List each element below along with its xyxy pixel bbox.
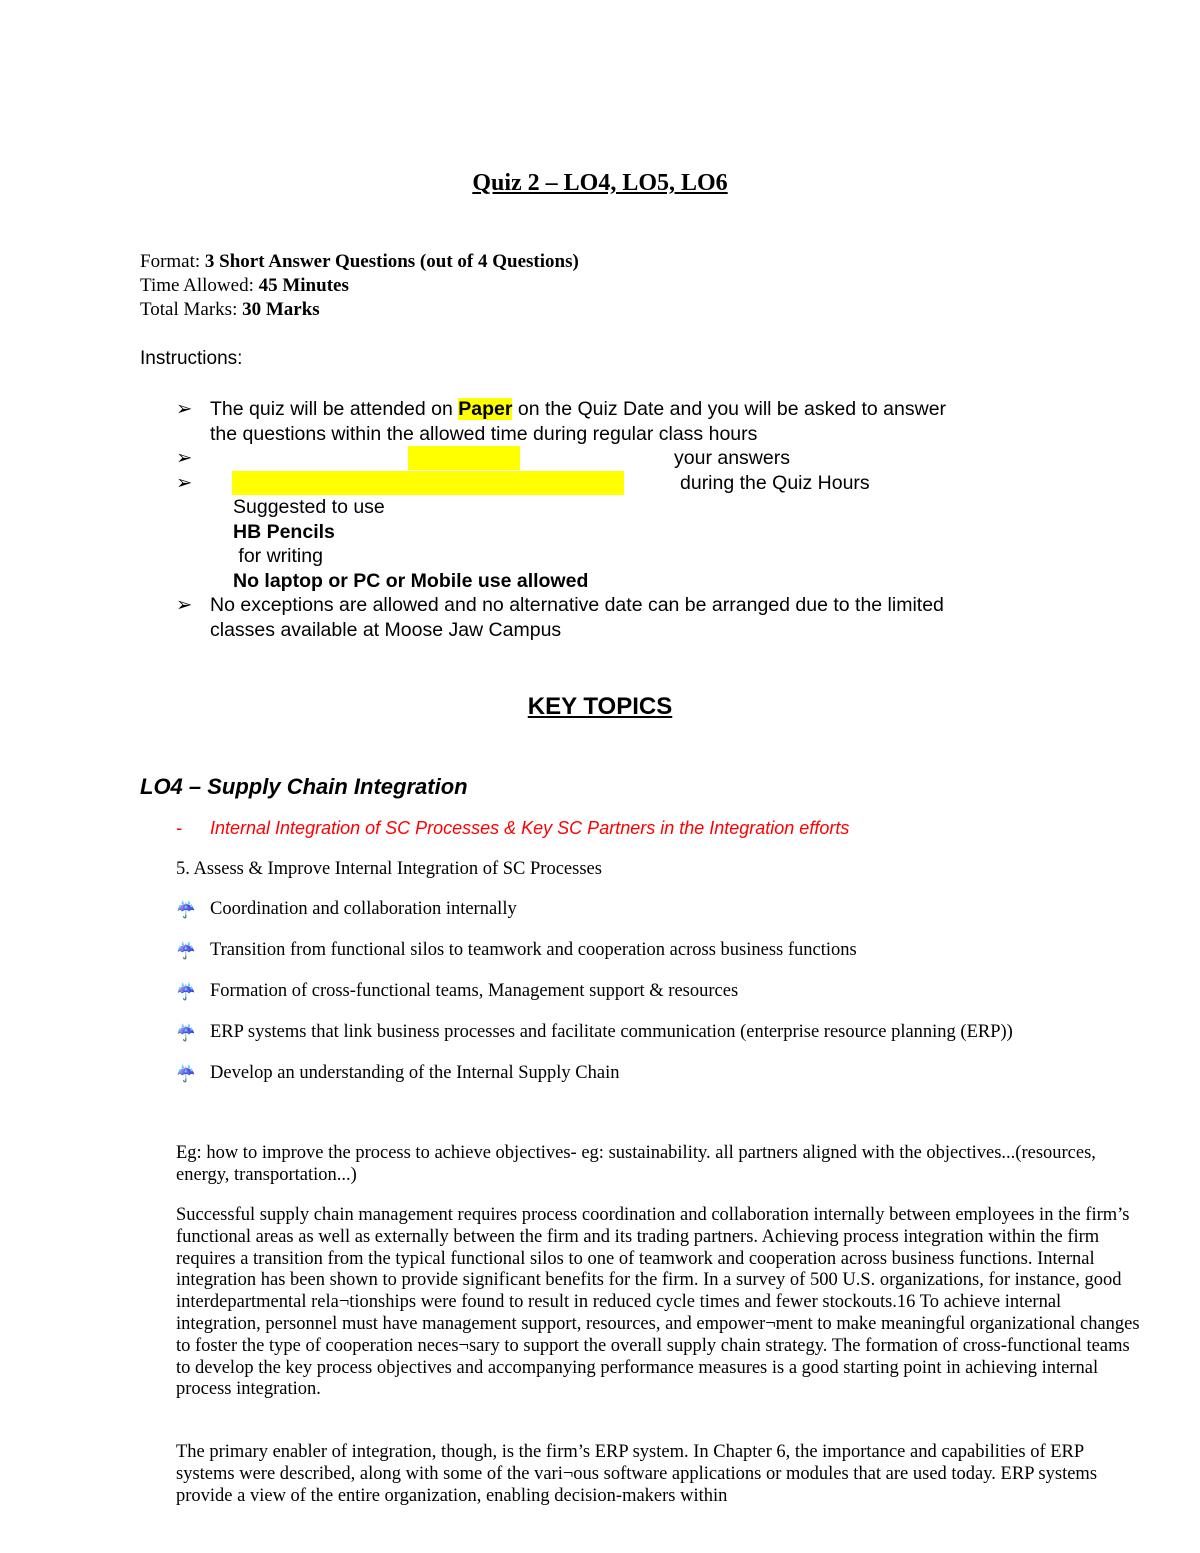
highlight-redaction [408,446,520,470]
suggestion-line: for writing [233,545,323,567]
umbrella-rain-icon: ☔ [176,984,196,1001]
body-paragraph: The primary enabler of integration, though, is the firm’s ERP system. In Chapter 6, the importance and capabilities of ERP systems were described, along with some of the vari¬ous software applications or modules that are used today. ERP systems provide a view of the entire organization, enabling decision-makers within [176,1442,1098,1506]
body-paragraph: Successful supply chain management requires process coordination and collaboration internally between employees in the firm’s functional areas as well as externally between the firm and its trading partners. Achieving process integration within the firm requires a transition from the typical functional silos to one of teamwork and cooperation across business functions. Internal integration has been shown to provide significant benefits for the firm. In a survey of 500 U.S. organizations, for instance, good interdepartmental rela¬tionships were found to result in reduced cycle times and fewer stockouts.16 To achieve internal integration, personnel must have management support, resources, and empower¬ment to make meaningful organizational changes to foster the type of cooperation neces¬sary to support the overall supply chain strategy. The formation of cross-functional teams to develop the key process objectives and accompanying performance measures is a good starting point in achieving internal process integration. [176,1205,1140,1400]
instructions-list [176,397,1076,642]
umbrella-rain-icon: ☔ [176,1066,196,1083]
lo4-heading: LO4 – Supply Chain Integration [140,774,468,799]
instruction-text: your answers [674,447,790,469]
instruction-text: during the Quiz Hours [680,471,870,494]
page-title: Quiz 2 – LO4, LO5, LO6 [472,170,728,196]
topic-item: ☔ Develop an understanding of the Internal Supply Chain [176,1063,620,1083]
marks-row [140,298,579,322]
suggestion-line: Suggested to use [233,496,385,518]
instruction-text: the questions within the allowed time during regular class hours [210,422,758,445]
umbrella-rain-icon: ☔ [176,1025,196,1042]
key-topics-heading: KEY TOPICS [527,693,673,720]
marks-label: Total Marks: [140,299,243,320]
instruction-text: on the Quiz Date and you will be asked to answer [512,398,947,420]
instruction-item [176,593,1076,642]
suggestion-line: HB Pencils [233,520,335,543]
format-value: 3 Short Answer Questions (out of 4 Questions) [204,251,579,272]
umbrella-rain-icon: ☔ [176,943,196,960]
suggestion-line: No laptop or PC or Mobile use allowed [233,569,589,592]
instructions-label: Instructions: [140,348,243,369]
time-label: Time Allowed: [140,275,259,296]
instruction-text: classes available at Moose Jaw Campus [210,618,562,641]
topic-item: ☔ Coordination and collaboration internally [176,899,517,919]
umbrella-rain-icon: ☔ [176,902,196,919]
arrow-bullet-icon: ➢ [176,471,193,494]
red-subheading-text: Internal Integration of SC Processes & Key SC Partners in the Integration efforts [210,818,850,838]
instruction-text: The quiz will be attended on [210,398,459,420]
instruction-item [176,446,1076,471]
format-row [140,250,579,274]
quiz-meta [140,250,579,322]
arrow-bullet-icon: ➢ [176,447,193,469]
example-paragraph: Eg: how to improve the process to achieve objectives- eg: sustainability. all partners aligned with the objectives...(resources, energy, transportation...) [176,1143,1096,1185]
assess-line: 5. Assess & Improve Internal Integration of SC Processes [176,859,602,879]
dash-bullet: - [176,818,182,838]
format-label: Format: [140,251,205,272]
time-row [140,274,579,298]
paper-highlight: Paper [458,398,513,420]
instruction-item [176,471,1076,496]
highlight-redaction [232,471,624,495]
topic-list [176,899,1013,1104]
marks-value: 30 Marks [242,299,320,320]
instruction-text: No exceptions are allowed and no alternative date can be arranged due to the limited [210,594,944,616]
time-value: 45 Minutes [258,275,349,296]
red-subheading [176,818,849,839]
arrow-bullet-icon: ➢ [176,594,193,616]
arrow-bullet-icon: ➢ [176,398,193,420]
topic-item: ☔ Transition from functional silos to teamwork and cooperation across business functions [176,940,857,960]
topic-item: ☔ Formation of cross-functional teams, Management support & resources [176,981,739,1001]
instruction-item [176,397,1076,446]
topic-item: ☔ ERP systems that link business processes and facilitate communication (enterprise resource planning (ERP)) [176,1022,1013,1042]
